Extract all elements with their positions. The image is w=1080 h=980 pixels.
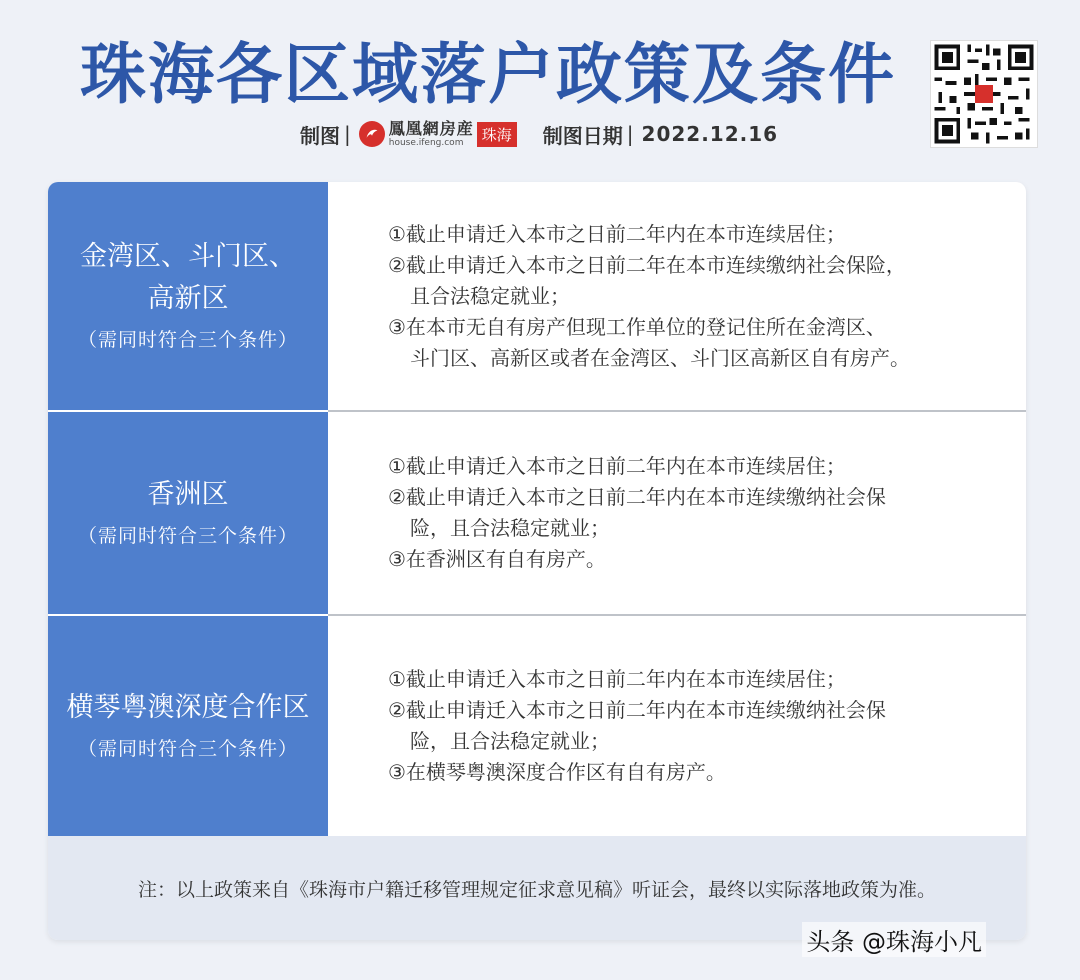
page-title: 珠海各区域落户政策及条件 [80,36,896,113]
credit-line [300,116,778,152]
qr-code-icon[interactable] [930,40,1038,148]
conditions-cell [328,182,1026,410]
list-item: ③在横琴粤澳深度合作区有自有房产。 [388,760,726,784]
district-name: 金湾区、斗门区、 [80,241,296,272]
table-row [48,412,1026,614]
table-row [48,616,1026,836]
condition-note: （需同时符合三个条件） [77,738,298,760]
condition-note: （需同时符合三个条件） [77,525,298,547]
policy-table [48,182,1026,940]
list-item: ①截止申请迁入本市之日前二年内在本市连续居住； [388,667,846,691]
ifeng-house-logo [359,118,517,148]
district-name: 高新区 [147,283,229,314]
row-divider [328,614,1026,616]
list-item: ②截止申请迁入本市之日前二年内在本市连续缴纳社会保 险，且合法稳定就业； [388,698,886,753]
list-item: ③在香洲区有自有房产。 [388,547,606,571]
conditions-cell [328,616,1026,836]
district-cell [48,412,328,614]
column-gap [48,410,328,412]
list-item: ②截止申请迁入本市之日前二年在本市连续缴纳社会保险， 且合法稳定就业； [388,252,906,308]
district-cell [48,616,328,836]
logo-en-text: house.ifeng.com [388,137,464,148]
list-item: ②截止申请迁入本市之日前二年内在本市连续缴纳社会保 险，且合法稳定就业； [388,485,886,540]
district-cell [48,182,328,410]
list-item: ①截止申请迁入本市之日前二年内在本市连续居住； [388,221,846,246]
table-row [48,182,1026,410]
row-divider [328,410,1026,412]
date-label: 制图日期 [542,123,623,148]
district-name: 香洲区 [147,479,229,510]
conditions-cell [328,412,1026,614]
source-watermark: 头条 @珠海小凡 [802,922,986,957]
district-name: 横琴粤澳深度合作区 [66,692,310,723]
condition-note: （需同时符合三个条件） [77,329,298,351]
list-item: ③在本市无自有房产但现工作单位的登记住所在金湾区、 斗门区、高新区或者在金湾区、斗门区高新区自有房产。 [388,314,910,370]
date-value: 2022.12.16 [641,122,779,146]
column-gap [48,614,328,616]
list-item: ①截止申请迁入本市之日前二年内在本市连续居住； [388,454,846,478]
separator: | [626,122,634,146]
logo-cn-text: 鳳凰網房産 [388,118,474,138]
phoenix-icon [359,121,385,147]
footnote: 注：以上政策来自《珠海市户籍迁移管理规定征求意见稿》听证会，最终以实际落地政策为准。 [48,836,1026,940]
made-by-label: 制图 [300,123,340,148]
logo-city-tag: 珠海 [477,122,517,147]
separator: | [344,122,351,146]
